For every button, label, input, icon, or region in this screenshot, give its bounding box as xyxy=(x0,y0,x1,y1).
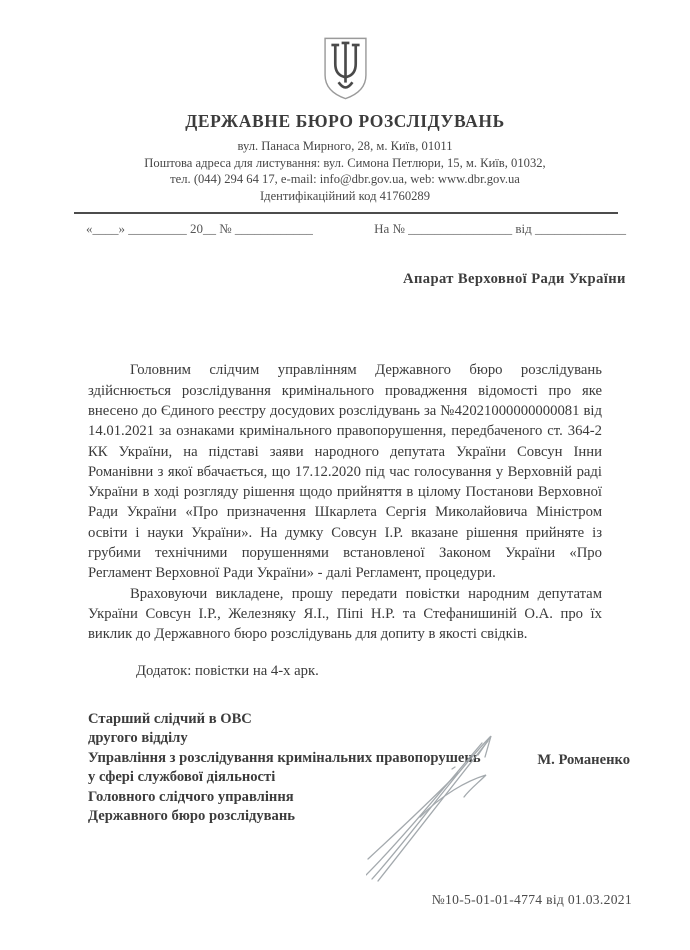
signer-position-line: Головного слідчого управління xyxy=(88,788,294,805)
handwritten-signature-icon xyxy=(366,731,504,883)
signer-name: М. Романенко xyxy=(537,752,630,768)
letterhead-address-block xyxy=(0,138,690,204)
outgoing-date-number-blank: «____» _________ 20__ № ____________ xyxy=(86,221,313,237)
address-line-postal: Поштова адреса для листування: вул. Симона Петлюри, 15, м. Київ, 01032, xyxy=(144,155,546,170)
signer-position-line: у сфері службової діяльності xyxy=(88,769,276,786)
signer-position-line: Старший слідчий в ОВС xyxy=(88,710,252,727)
document-registration-number: №10-5-01-01-4774 від 01.03.2021 xyxy=(431,892,632,907)
organization-title: ДЕРЖАВНЕ БЮРО РОЗСЛІДУВАНЬ xyxy=(185,111,505,131)
address-line-contacts: тел. (044) 294 64 17, e-mail: info@dbr.gov.ua, web: www.dbr.gov.ua xyxy=(170,172,520,187)
body-paragraph-1: Головним слідчим управлінням Державного бюро розслідувань здійснюється розслідування кримінального провадження відомості про яке внесено до Єдиного реєстру досудових розслідувань за №42021000000000081 від 14.01.2021 за ознаками кримінального правопорушення, передбаченого ст. 364-2 КК України, на підставі заяви народного депутата України Совсун Інни Романівни з якої вбачається, що 17.12.2020 під час голосування у Верховній раді України в ході розгляду рішення щодо прийняття в цілому Постанови Верховної Ради України «Про призначення Шкарлета Сергія Миколайовича Міністром освіти і науки України». На думку Совсун І.Р. вказане рішення прийняте із грубими технічними порушеннями встановленої Законом України «Про Регламент Верховної Ради України» - далі Регламент, процедури. xyxy=(88,362,602,582)
address-line-id-code: Ідентифікаційний код 41760289 xyxy=(259,188,431,203)
ukraine-trident-emblem-icon xyxy=(322,36,369,102)
reference-line xyxy=(0,214,690,237)
body-paragraph-2: Враховуючи викладене, прошу передати повістки народним депутатам України Совсун І.Р., Железняку Я.І., Піпі Н.Р. та Стефанишиній О.А. про їх виклик до Державного бюро розслідувань для допиту в якості свідків. xyxy=(88,585,602,643)
incoming-reply-blank: На № ________________ від ______________ xyxy=(374,221,626,237)
recipient-name: Апарат Верховної Ради України xyxy=(403,271,626,288)
signer-position-line: Державного бюро розслідувань xyxy=(88,808,295,825)
letterhead xyxy=(0,0,690,214)
letter-body xyxy=(88,360,602,679)
address-line-street: вул. Панаса Мирного, 28, м. Київ, 01011 xyxy=(237,139,453,153)
signer-position-line: другого відділу xyxy=(88,730,188,747)
signer-position-line: Управління з розслідування кримінальних правопорушень xyxy=(88,749,481,766)
attachment-note: Додаток: повістки на 4-х арк. xyxy=(136,662,319,679)
